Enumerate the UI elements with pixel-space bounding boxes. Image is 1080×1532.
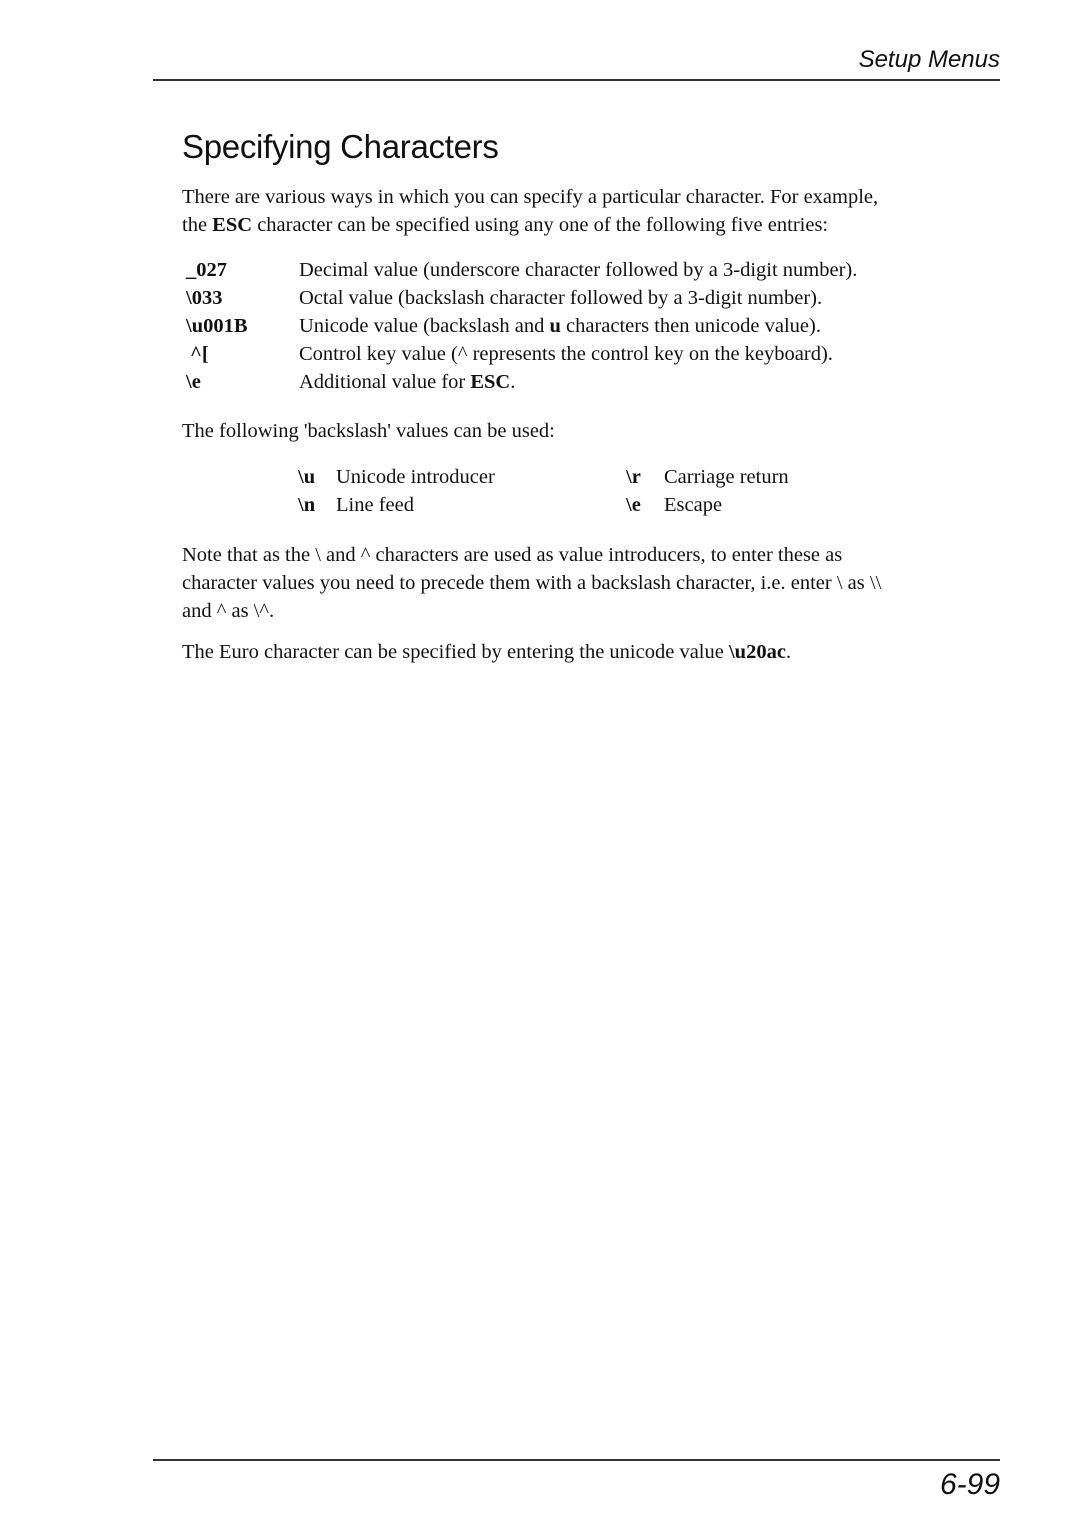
euro-paragraph [182, 638, 791, 666]
backslash-item [626, 463, 789, 491]
note-line: Note that as the \ and ^ characters are used as value introducers, to enter these as [182, 544, 843, 566]
note-line: character values you need to precede them with a backslash character, i.e. enter \ as \\ [182, 572, 882, 594]
intro-paragraph [182, 183, 878, 239]
entry-key: \033 [186, 287, 223, 309]
note-line: and ^ as \^. [182, 600, 275, 622]
text: the [182, 214, 213, 236]
text: Unicode value (backslash and [299, 315, 550, 337]
entry-desc: Octal value (backslash character followed by a 3-digit number). [299, 287, 823, 309]
text-bold: ESC [470, 371, 511, 393]
page-number: 6-99 [939, 1468, 1000, 1501]
backslash-key: \n [298, 494, 316, 516]
text: . [510, 371, 516, 393]
text: . [785, 641, 792, 663]
intro-line-1: There are various ways in which you can specify a particular character. For example, [182, 186, 879, 208]
backslash-key: \u [298, 466, 316, 488]
euro-code: \u20ac [728, 641, 786, 663]
entry-key: ^[ [190, 343, 209, 365]
text: The Euro character can be specified by entering the unicode value [182, 641, 729, 663]
text: characters then unicode value). [560, 315, 821, 337]
page-title: Specifying Characters [182, 128, 499, 165]
intro-line-2 [182, 211, 878, 239]
entry-desc: Control key value (^ represents the control key on the keyboard). [299, 343, 833, 365]
note-paragraph [182, 541, 881, 625]
entry-key: \e [186, 371, 201, 393]
entry-desc [299, 312, 821, 340]
backslash-item [298, 491, 414, 519]
footer-rule [153, 1459, 1000, 1461]
backslash-key: \r [626, 466, 641, 488]
entry-desc: Decimal value (underscore character followed by a 3-digit number). [299, 259, 858, 281]
backslash-item [626, 491, 722, 519]
backslash-intro: The following 'backslash' values can be used: [182, 420, 555, 442]
header-rule [153, 79, 1000, 81]
text-bold: u [549, 315, 561, 337]
esc-bold: ESC [212, 214, 253, 236]
backslash-desc: Unicode introducer [336, 466, 495, 488]
entry-key: \u001B [186, 315, 248, 337]
text: Additional value for [299, 371, 471, 393]
backslash-key: \e [626, 494, 641, 516]
entry-desc [299, 368, 515, 396]
entry-key: _027 [186, 259, 227, 281]
backslash-item [298, 463, 495, 491]
backslash-desc: Escape [664, 494, 723, 516]
text: character can be specified using any one of the following five entries: [252, 214, 829, 236]
backslash-desc: Line feed [336, 494, 414, 516]
running-header: Setup Menus [858, 46, 1000, 73]
backslash-desc: Carriage return [664, 466, 789, 488]
